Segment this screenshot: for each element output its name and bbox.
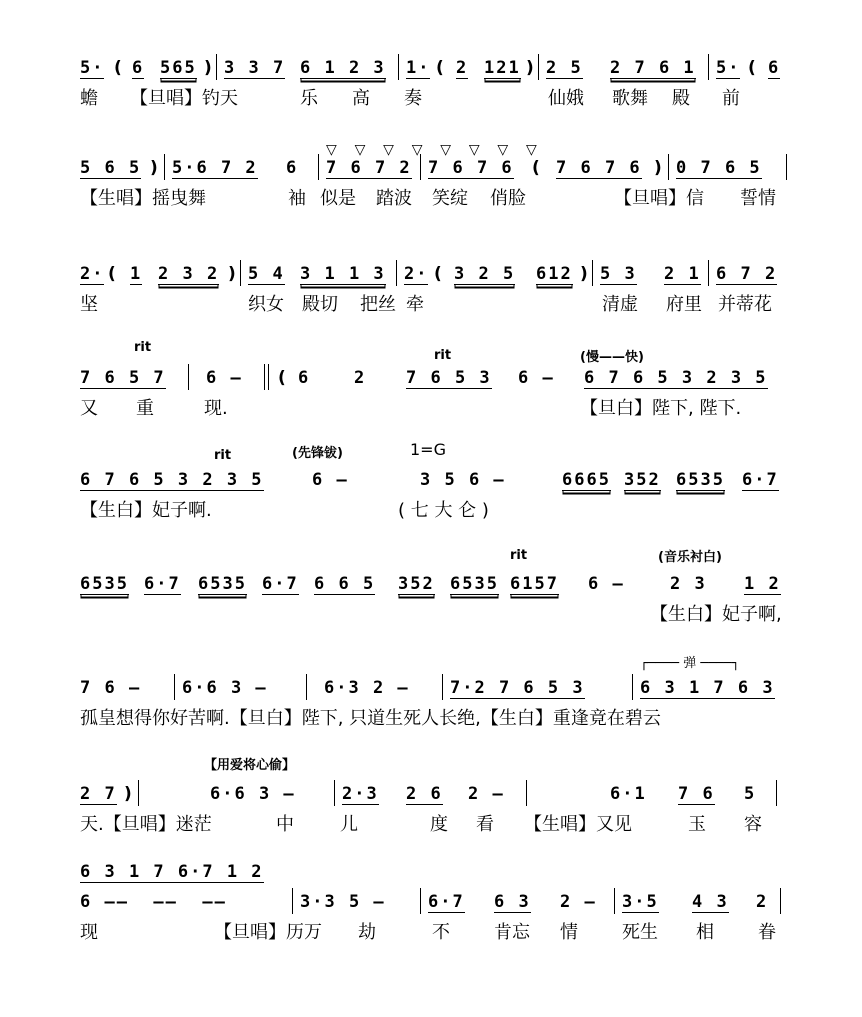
score-system-4 [80, 340, 790, 422]
music-cue: (音乐衬白) [658, 550, 722, 565]
percussion-note: (先锋钹) [292, 446, 343, 461]
tempo-mark: rit [434, 348, 452, 363]
notation-line: 5· ( 6 565 ) 3 3 7 6 1 2 3 1· ( 2 121 ) 2 5 2 7 6 1 5· ( 6 [80, 50, 790, 84]
score-system-8 [80, 758, 790, 838]
score-system-2: ▽ ▽ ▽ ▽ ▽ ▽ ▽ ▽ 5 6 5 ) 5·6 7 2 6 7 6 7 2 7 6 7 6 ( 7 6 7 6 ) 0 7 6 5 【生唱】摇曳舞 袖 似是 踏波 笑绽 俏脸 【旦唱】信 誓情 [80, 150, 790, 212]
score-system-5 [80, 440, 790, 524]
lyrics-line: 【生白】妃子啊. ( 七 大 仑 ) [80, 500, 489, 521]
tempo-mark: rit [510, 548, 528, 563]
lyrics-line: 天.【旦唱】迷茫 中 儿 度 看 【生唱】又见 玉 容 [80, 814, 762, 835]
score-system-3 [80, 256, 790, 318]
score-system-1 [80, 50, 790, 112]
notation-line: 5 6 5 ) 5·6 7 2 6 7 6 7 2 7 6 7 6 ( 7 6 7 6 ) 0 7 6 5 [80, 150, 790, 184]
technique-mark: ┌──── 弹 ────┐ [640, 656, 740, 671]
score-system-6 [80, 548, 790, 628]
lyrics-line: 现 【旦唱】历万 劫 不 肯忘 情 死生 相 眷 [80, 922, 776, 943]
tempo-annotation: (慢——快) [580, 350, 644, 365]
notation-line: 6535 6·7 6535 6·7 6 6 5 352 6535 6157 6 – 2 3 1 2 [80, 574, 781, 594]
upper-notation-line: 6 3 1 7 6·7 1 2 [80, 862, 264, 882]
notation-line: 7 6 5 7 6 – ( 6 2 7 6 5 3 6 – 6 7 6 5 3 2 3 5 [80, 360, 790, 394]
notation-line: 6 —— —— —— 3·3 5 – 6·7 6 3 2 – 3·5 4 3 2 [80, 884, 790, 918]
notation-line: 2· ( 1 2 3 2 ) 5 4 3 1 1 3 2· ( 3 2 5 612 ) 5 3 2 1 6 7 2 [80, 256, 790, 290]
tempo-mark: rit [214, 448, 232, 463]
notation-line: 7 6 – 6·6 3 – 6·3 2 – 7·2 7 6 5 3 6 3 1 7 6 3 [80, 670, 790, 704]
notation-line: 2 7 ) 6·6 3 – 2·3 2 6 2 – 6·1 7 6 5 [80, 776, 790, 810]
tempo-mark: rit [134, 340, 152, 355]
score-system-7 [80, 656, 790, 732]
tune-name: 【用爱将心偷】 [204, 758, 296, 773]
lyrics-line: 蟾 【旦唱】钓天 乐 高 奏 仙娥 歌舞 殿 前 [80, 88, 740, 109]
key-signature: 1=G [410, 440, 446, 459]
notation-line: 6 7 6 5 3 2 3 5 6 – 3 5 6 – 6665 352 6535 6·7 [80, 470, 779, 490]
score-system-9 [80, 862, 790, 946]
lyrics-line: 坚 织女 殿切 把丝 牵 清虚 府里 并蒂花 [80, 294, 772, 315]
lyrics-line: 又 重 现. 【旦白】陛下, 陛下. [80, 398, 742, 419]
lyrics-line: 【生唱】摇曳舞 袖 似是 踏波 笑绽 俏脸 【旦唱】信 誓情 [80, 188, 776, 209]
lyrics-line: 【生白】妃子啊, [650, 604, 782, 625]
lyrics-line: 孤皇想得你好苦啊.【旦白】陛下, 只道生死人长绝,【生白】重逢竟在碧云 [80, 708, 661, 729]
